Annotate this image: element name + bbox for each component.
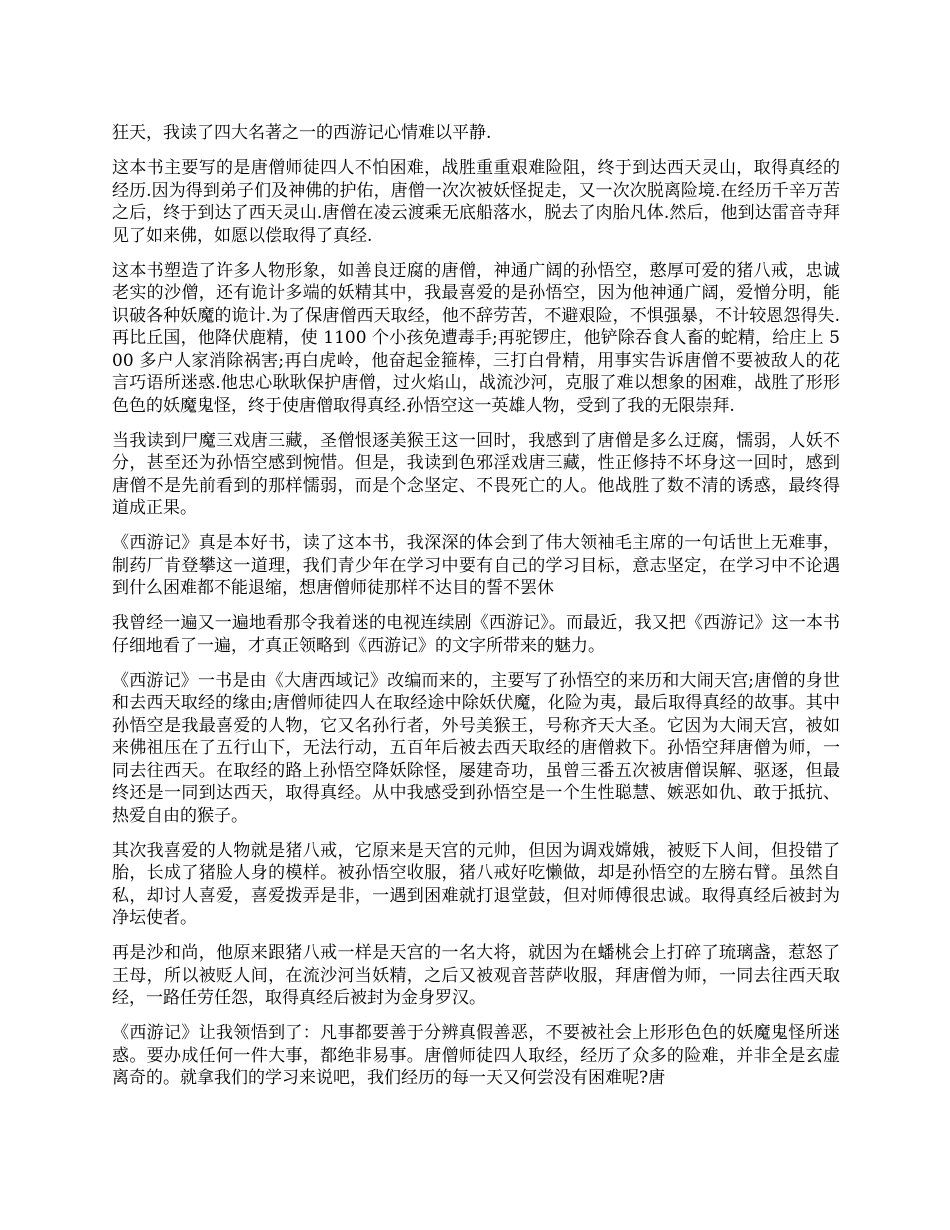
paragraph-2: 这本书主要写的是唐僧师徒四人不怕困难，战胜重重艰难险阻，终于到达西天灵山，取得真经的经历.因为得到弟子们及神佛的护佑，唐僧一次次被妖怪捉走，又一次次脱离险境.在经历千辛万苦之后，终于到达了西天灵山.唐僧在凌云渡乘无底船落水，脱去了肉胎凡体.然后，他到达雷音寺拜见了如来佛，如愿以偿取得了真经. bbox=[112, 158, 840, 246]
paragraph-10: 《西游记》让我领悟到了：凡事都要善于分辨真假善恶，不要被社会上形形色色的妖魔鬼怪所迷惑。要办成任何一件大事，都绝非易事。唐僧师徒四人取经，经历了众多的险难，并非全是玄虚离奇的。就拿我们的学习来说吧，我们经历的每一天又何尝没有困难呢?唐 bbox=[112, 1023, 840, 1088]
document-page bbox=[112, 122, 840, 1102]
paragraph-6: 我曾经一遍又一遍地看那令我着迷的电视连续剧《西游记》。而最近，我又把《西游记》这一本书仔细地看了一遍，才真正领略到《西游记》的文字所带来的魅力。 bbox=[112, 613, 840, 656]
paragraph-1: 狂天，我读了四大名著之一的西游记心情难以平静. bbox=[112, 123, 492, 143]
paragraph-9: 再是沙和尚，他原来跟猪八戒一样是天宫的一名大将，就因为在蟠桃会上打碎了琉璃盏，惹怒了王母，所以被贬人间，在流沙河当妖精，之后又被观音菩萨收服，拜唐僧为师，一同去往西天取经，一路任劳任怨，取得真经后被封为金身罗汉。 bbox=[112, 943, 840, 1008]
paragraph-3: 这本书塑造了许多人物形象，如善良迂腐的唐僧，神通广阔的孙悟空，憨厚可爱的猪八戒，忠诚老实的沙僧，还有诡计多端的妖精其中，我最喜爱的是孙悟空，因为他神通广阔，爱憎分明，能识破各种妖魔的诡计.为了保唐僧西天取经，他不辞劳苦，不避艰险，不惧强暴，不计较恩怨得失.再比丘国，他降伏鹿精，使 1100 个小孩免遭毒手;再驼锣庄，他铲除吞食人畜的蛇精，给庄上 500 多户人家消除祸害;再白虎岭，他奋起金箍棒，三打白骨精，用事实告诉唐僧不要被敌人的花言巧语所迷惑.他忠心耿耿保护唐僧，过火焰山，战流沙河，克服了难以想象的困难，战胜了形形色色的妖魔鬼怪，终于使唐僧取得真经.孙悟空这一英雄人物，受到了我的无限崇拜. bbox=[112, 260, 840, 416]
paragraph-8: 其次我喜爱的人物就是猪八戒，它原来是天宫的元帅，但因为调戏嫦娥，被贬下人间，但投错了胎，长成了猪脸人身的模样。被孙悟空收服，猪八戒好吃懒做，却是孙悟空的左膀右臂。虽然自私，却讨人喜爱，喜爱拨弄是非，一遇到困难就打退堂鼓，但对师傅很忠诚。取得真经后被封为净坛使者。 bbox=[112, 840, 840, 928]
paragraph-4: 当我读到尸魔三戏唐三藏，圣僧恨逐美猴王这一回时，我感到了唐僧是多么迂腐，懦弱，人妖不分，甚至还为孙悟空感到惋惜。但是，我读到色邪淫戏唐三藏，性正修持不坏身这一回时，感到唐僧不是先前看到的那样懦弱，而是个念坚定、不畏死亡的人。他战胜了数不清的诱惑，最终得道成正果。 bbox=[112, 430, 840, 518]
paragraph-7: 《西游记》一书是由《大唐西域记》改编而来的，主要写了孙悟空的来历和大闹天宫;唐僧的身世和去西天取经的缘由;唐僧师徒四人在取经途中除妖伏魔，化险为夷，最后取得真经的故事。其中孙悟空是我最喜爱的人物，它又名孙行者，外号美猴王，号称齐天大圣。它因为大闹天宫，被如来佛祖压在了五行山下，无法行动，五百年后被去西天取经的唐僧救下。孙悟空拜唐僧为师，一同去往西天。在取经的路上孙悟空降妖除怪，屡建奇功，虽曾三番五次被唐僧误解、驱逐，但最终还是一同到达西天，取得真经。从中我感受到孙悟空是一个生性聪慧、嫉恶如仇、敢于抵抗、热爱自由的猴子。 bbox=[112, 670, 840, 826]
paragraph-5: 《西游记》真是本好书，读了这本书，我深深的体会到了伟大领袖毛主席的一句话世上无难事，制药厂肯登攀这一道理，我们青少年在学习中要有自己的学习目标，意志坚定，在学习中不论遇到什么困难都不能退缩，想唐僧师徒那样不达目的誓不罢休 bbox=[112, 533, 840, 598]
